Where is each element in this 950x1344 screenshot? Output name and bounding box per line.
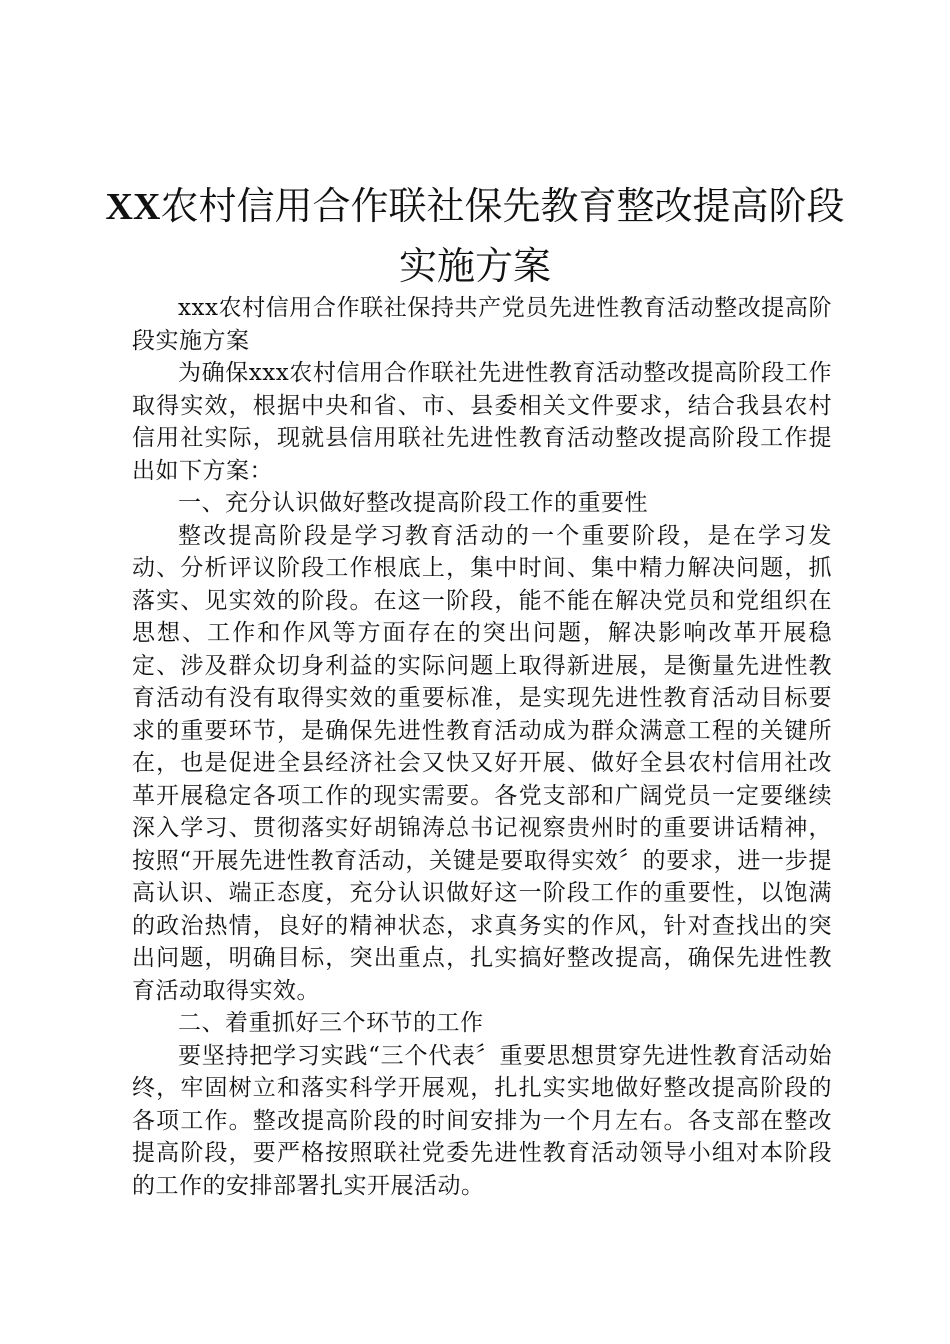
section-heading-1: 一、充分认识做好整改提高阶段工作的重要性 — [178, 490, 648, 516]
document-title-line-1 — [100, 176, 850, 237]
section-2-paragraph: 要坚持把学习实践“三个代表〞重要思想贯穿先进性教育活动始终，牢固树立和落实科学开展观，扎扎实实地做好整改提高阶段的各项工作。整改提高阶段的时间安排为一个月左右。各支部在整改提高阶段，要严格按照联社党委先进性教育活动领导小组对本阶段的工作的安排部署扎实开展活动。 — [132, 1042, 832, 1199]
document-title-line-2: 实施方案 — [398, 244, 551, 288]
intro-paragraph: 为确保xxx农村信用合作联社先进性教育活动整改提高阶段工作取得实效，根据中央和省、市、县委相关文件要求，结合我县农村信用社实际，现就县信用联社先进性教育活动整改提高阶段工作提出如下方案： — [132, 360, 832, 484]
document-body — [132, 292, 832, 1202]
section-1-paragraph: 整改提高阶段是学习教育活动的一个重要阶段，是在学习发动、分析评议阶段工作根底上，集中时间、集中精力解决问题，抓落实、见实效的阶段。在这一阶段，能不能在解决党员和党组织在思想、工作和作风等方面存在的突出问题，解决影响改革开展稳定、涉及群众切身利益的实际问题上取得新进展，是衡量先进性教育活动有没有取得实效的重要标准，是实现先进性教育活动目标要求的重要环节，是确保先进性教育活动成为群众满意工程的关键所在，也是促进全县经济社会又快又好开展、做好全县农村信用社改革开展稳定各项工作的现实需要。各党支部和广阔党员一定要继续深入学习、贯彻落实好胡锦涛总书记视察贵州时的重要讲话精神，按照“开展先进性教育活动，关键是要取得实效〞的要求，进一步提高认识、端正态度，充分认识做好这一阶段工作的重要性，以饱满的政治热情，良好的精神状态，求真务实的作风，针对查找出的突出问题，明确目标，突出重点，扎实搞好整改提高，确保先进性教育活动取得实效。 — [132, 522, 832, 1004]
title-latin-prefix: XX — [105, 186, 161, 228]
section-heading-2: 二、着重抓好三个环节的工作 — [178, 1010, 484, 1036]
title-text: 农村信用合作联社保先教育整改提高阶段 — [160, 184, 845, 228]
subtitle-paragraph: xxx农村信用合作联社保持共产党员先进性教育活动整改提高阶段实施方案 — [132, 295, 832, 354]
